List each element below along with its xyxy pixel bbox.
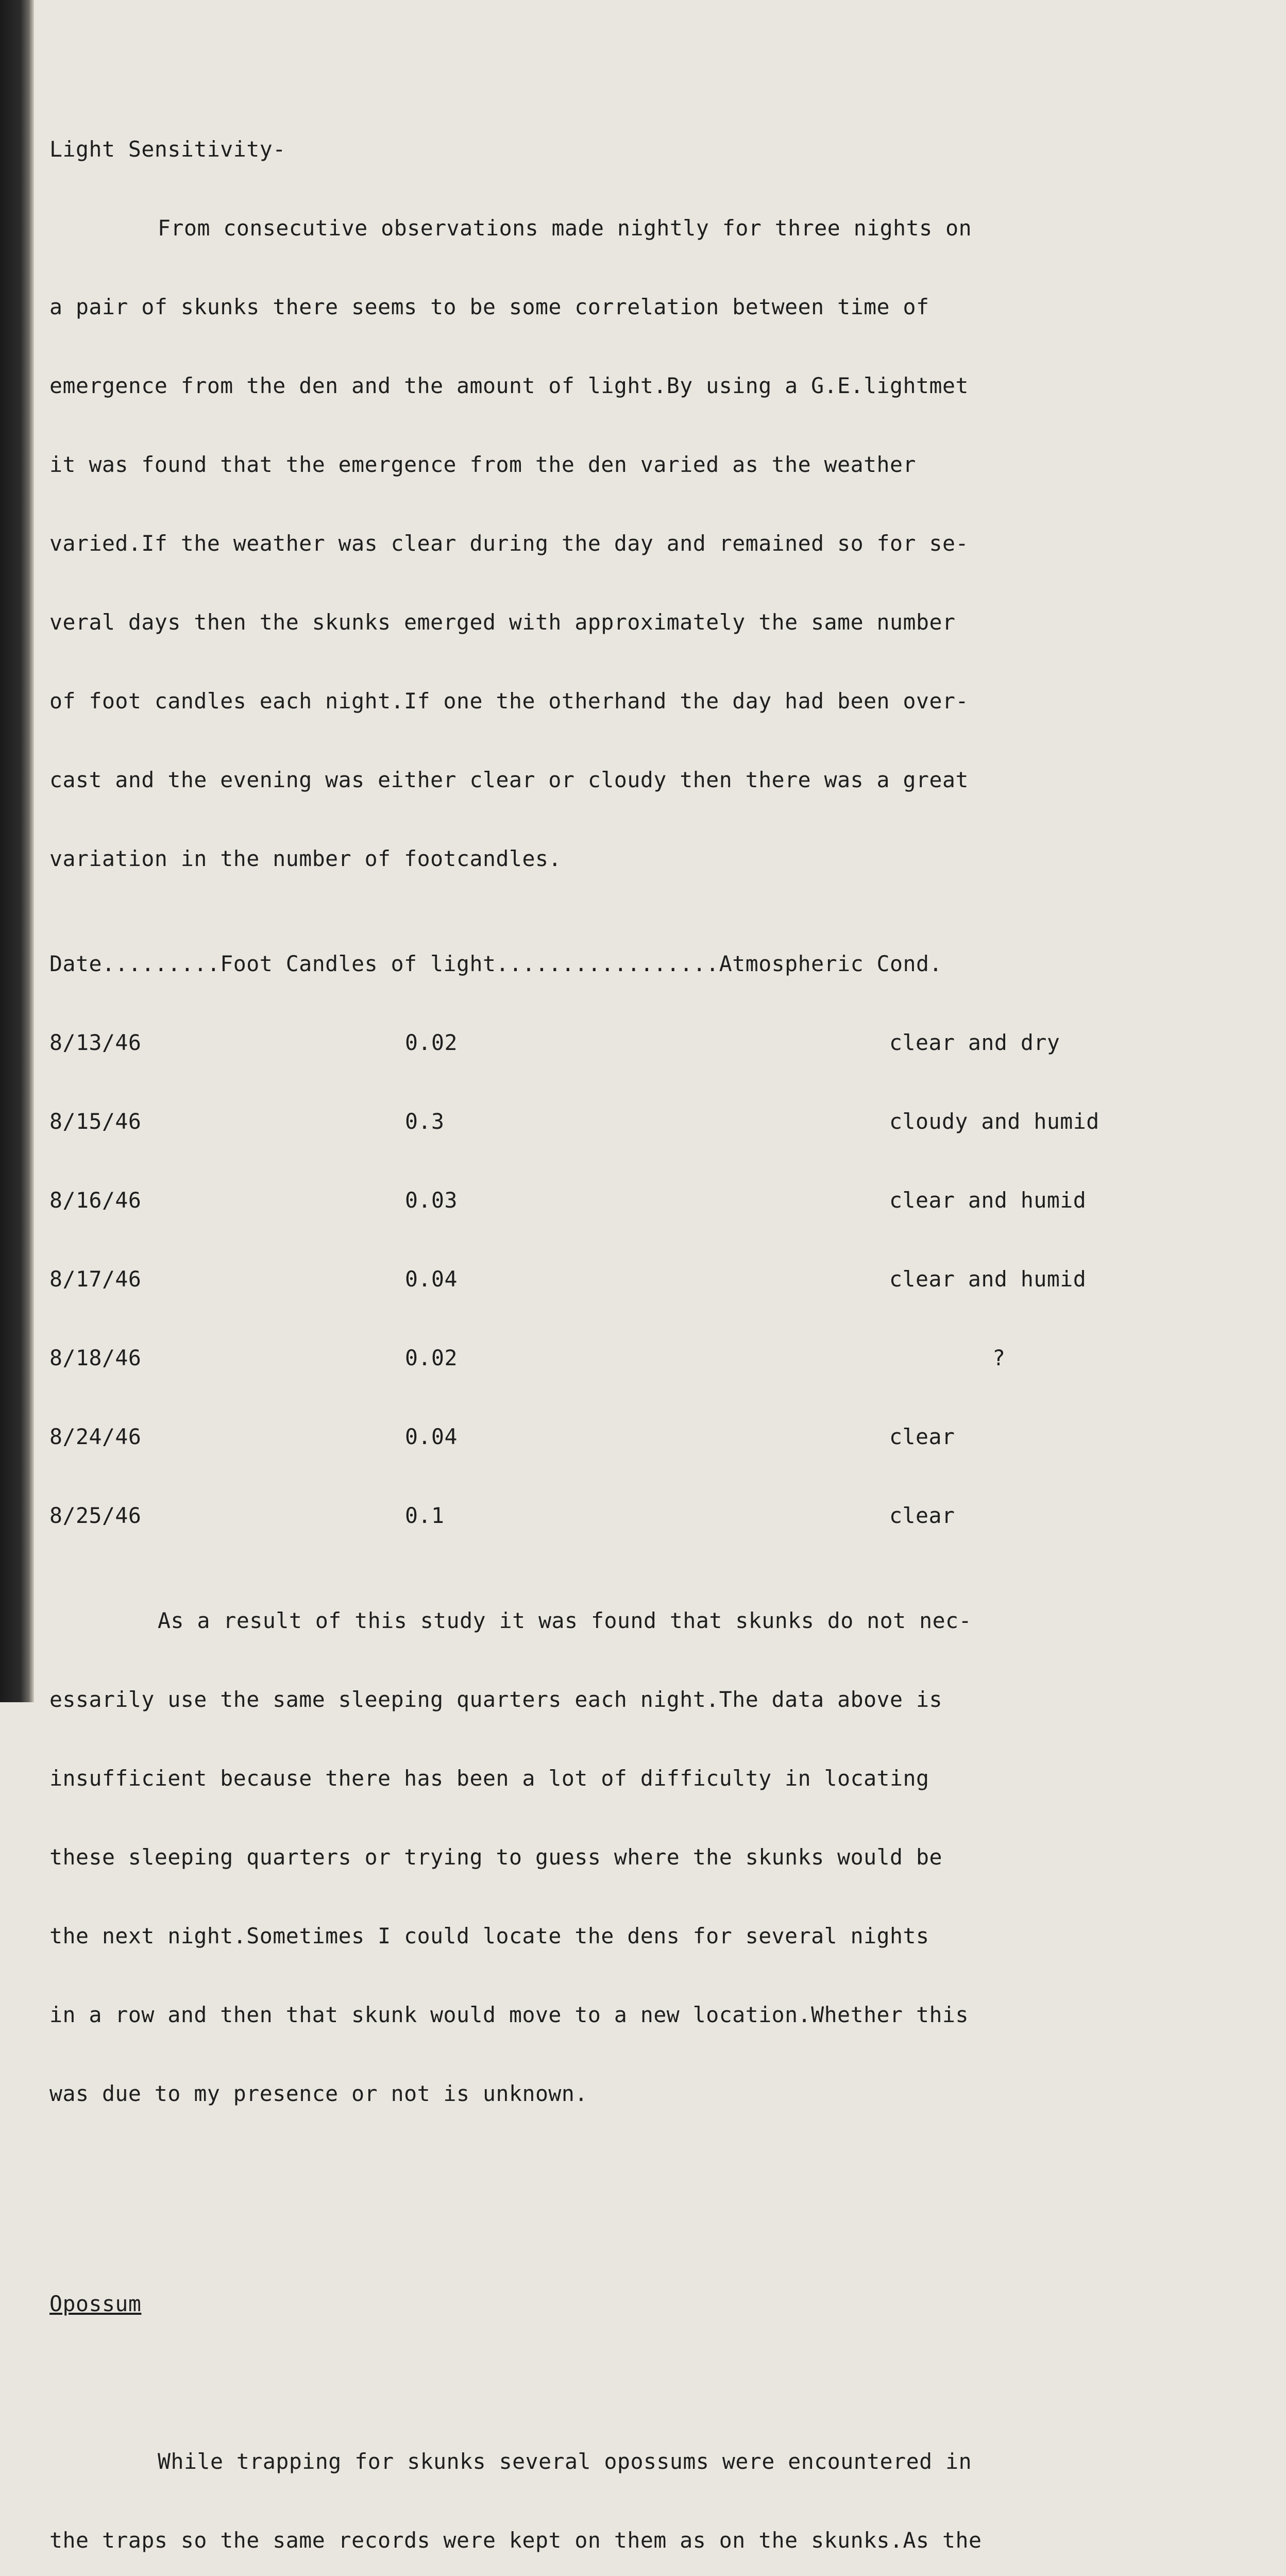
candles-cell: 0.04 (405, 1424, 458, 1449)
condition-cell: cloudy and humid (889, 1109, 1099, 1134)
light-table-row (49, 1345, 1152, 1371)
condition-cell: clear and dry (889, 1030, 1060, 1055)
light-sensitivity-heading: Light Sensitivity- (49, 137, 286, 162)
paragraph-line: emergence from the den and the amount of light.By using a G.E.lightmet (49, 373, 969, 398)
condition-cell: clear (889, 1424, 955, 1449)
condition-cell: clear and humid (889, 1266, 1087, 1292)
candles-cell: 0.04 (405, 1266, 458, 1292)
date-cell: 8/15/46 (49, 1109, 142, 1134)
condition-cell: ? (992, 1345, 1006, 1370)
typed-page (49, 31, 1152, 2576)
paragraph-line: insufficient because there has been a lot of difficulty in locating (49, 1766, 929, 1791)
paragraph-line: variation in the number of footcandles. (49, 846, 562, 871)
paragraph-line: cast and the evening was either clear or cloudy then there was a great (49, 767, 969, 792)
book-binding-edge (0, 0, 34, 1702)
date-cell: 8/13/46 (49, 1030, 142, 1055)
paragraph-line: essarily use the same sleeping quarters each night.The data above is (49, 1687, 942, 1712)
paragraph-line: the next night.Sometimes I could locate the dens for several nights (49, 1923, 929, 1948)
paragraph-line: of foot candles each night.If one the otherhand the day had been over- (49, 688, 969, 714)
candles-cell: 0.02 (405, 1030, 458, 1055)
date-cell: 8/16/46 (49, 1188, 142, 1213)
light-table-header: Date.........Foot Candles of light.................Atmospheric Cond. (49, 951, 942, 976)
paragraph-line: in a row and then that skunk would move to a new location.Whether this (49, 2002, 969, 2027)
paragraph-line: the traps so the same records were kept on them as on the skunks.As the (49, 2528, 982, 2553)
paragraph-line: these sleeping quarters or trying to guess where the skunks would be (49, 1844, 942, 1870)
date-cell: 8/17/46 (49, 1266, 142, 1292)
paragraph-line: As a result of this study it was found that skunks do not nec- (158, 1608, 972, 1633)
candles-cell: 0.03 (405, 1188, 458, 1213)
light-table-row (49, 1029, 1152, 1056)
paragraph-line: varied.If the weather was clear during the day and remained so for se- (49, 531, 969, 556)
light-table-row (49, 1266, 1152, 1292)
paragraph-line: While trapping for skunks several opossums were encountered in (158, 2449, 972, 2474)
date-cell: 8/18/46 (49, 1345, 142, 1370)
light-table-row (49, 1502, 1152, 1529)
light-table-row (49, 1108, 1152, 1134)
paragraph-line: was due to my presence or not is unknown. (49, 2081, 588, 2106)
candles-cell: 0.1 (405, 1503, 445, 1528)
candles-cell: 0.3 (405, 1109, 445, 1134)
condition-cell: clear and humid (889, 1188, 1087, 1213)
candles-cell: 0.02 (405, 1345, 458, 1370)
paragraph-line: From consecutive observations made nightly for three nights on (158, 215, 972, 241)
paragraph-line: veral days then the skunks emerged with approximately the same number (49, 609, 956, 635)
condition-cell: clear (889, 1503, 955, 1528)
light-table-row (49, 1187, 1152, 1213)
paragraph-line: a pair of skunks there seems to be some correlation between time of (49, 294, 929, 319)
opossum-heading: Opossum (49, 2291, 142, 2316)
paragraph-line: it was found that the emergence from the den varied as the weather (49, 452, 917, 477)
light-table-row (49, 1423, 1152, 1450)
date-cell: 8/24/46 (49, 1424, 142, 1449)
date-cell: 8/25/46 (49, 1503, 142, 1528)
